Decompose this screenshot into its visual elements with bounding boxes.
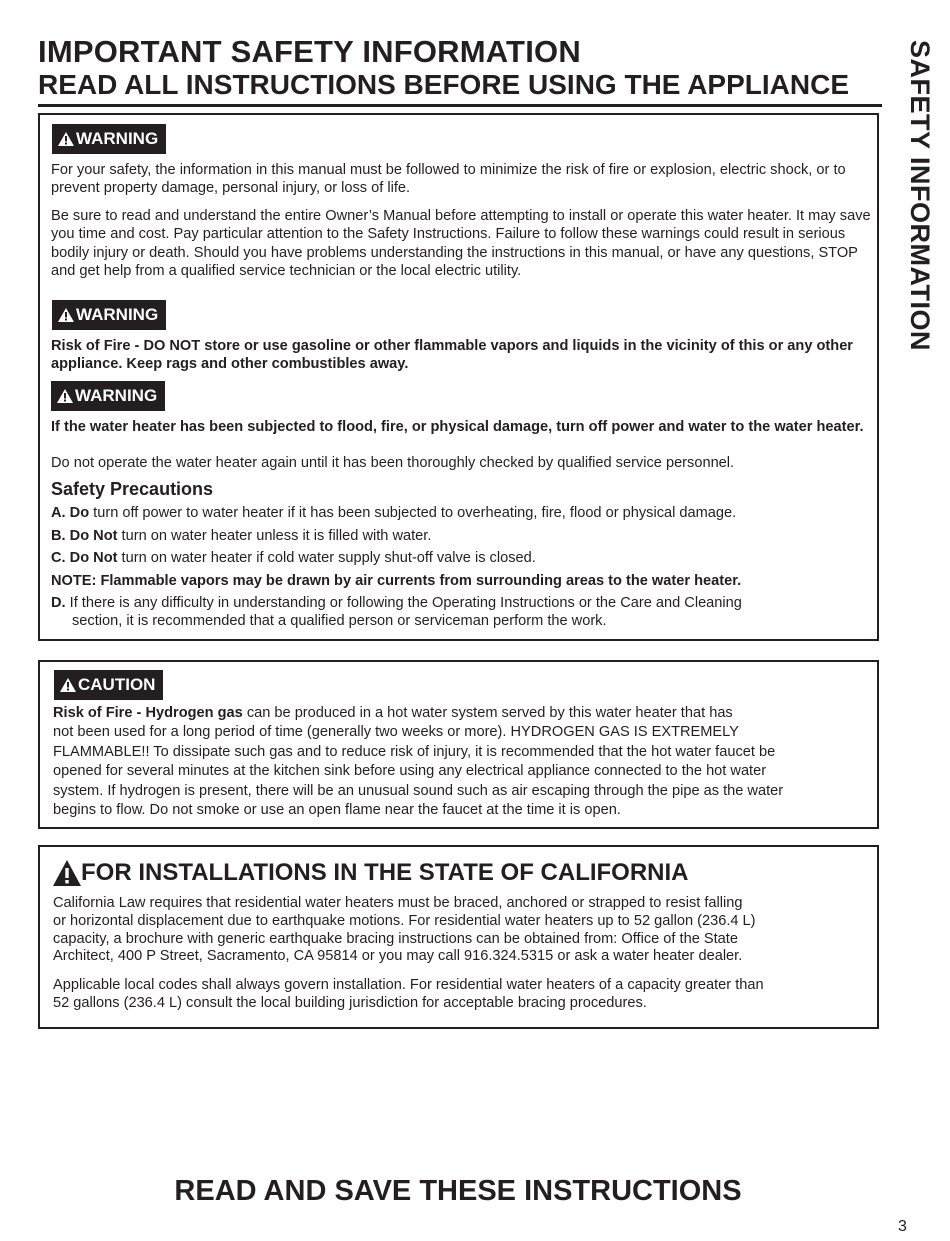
precaution-label: A. Do: [51, 505, 90, 521]
flammable-vapors-note: NOTE: Flammable vapors may be drawn by air currents from surrounding areas to the water heater.: [51, 573, 742, 589]
read-and-save-footer: READ AND SAVE THESE INSTRUCTIONS: [174, 1175, 742, 1207]
warning-triangle-icon: [60, 678, 76, 692]
page-subtitle: READ ALL INSTRUCTIONS BEFORE USING THE APPLIANCE: [38, 69, 850, 100]
owners-manual-paragraph: Be sure to read and understand the entire Owner’s Manual before attempting to install or operate this water heater. It may save you time and cost. Pay particular attention to the Safety Instructions. Failure to follow these warnings could result in serious bodily injury or death. Should you have problems understanding the instructions in this manual, or have any questions, STOP and get help from a qualified service technician or the local electric utility.: [51, 208, 871, 279]
hydrogen-gas-paragraph: [53, 704, 879, 820]
warning-triangle-icon: [53, 860, 81, 886]
california-text: Applicable local codes shall always govern installation. For residential water heaters of a capacity greater than: [53, 977, 764, 993]
flood-damage-paragraph: If the water heater has been subjected to flood, fire, or physical damage, turn off power and water to the water heater.: [51, 419, 864, 435]
caution-text: can be produced in a hot water system served by this water heater that has: [242, 705, 733, 721]
california-heading-text: FOR INSTALLATIONS IN THE STATE OF CALIFORNIA: [81, 859, 689, 886]
page-number: 3: [898, 1218, 907, 1235]
precaution-label: C. Do Not: [51, 550, 118, 566]
page-title: IMPORTANT SAFETY INFORMATION: [38, 34, 581, 69]
warning-badge-label: WARNING: [76, 129, 159, 148]
warning-badge: [51, 381, 165, 411]
california-law-paragraph: [53, 895, 879, 966]
caution-badge: [54, 670, 163, 700]
caution-text: FLAMMABLE!! To dissipate such gas and to reduce risk of injury, it is recommended that the hot water faucet be: [53, 743, 776, 760]
precaution-text: turn on water heater unless it is filled with water.: [117, 528, 432, 544]
precaution-item: [51, 527, 871, 545]
precaution-text-continued: section, it is recommended that a qualified person or serviceman perform the work.: [72, 613, 607, 630]
caution-text: not been used for a long period of time (generally two weeks or more). HYDROGEN GAS IS EXTREMELY: [53, 724, 739, 741]
california-text: Architect, 400 P Street, Sacramento, CA 95814 or you may call 916.324.5315 or ask a water heater dealer.: [53, 948, 743, 965]
precaution-item: [51, 504, 871, 522]
precaution-item: [51, 594, 871, 631]
precaution-label: D.: [51, 595, 66, 611]
title-divider: [38, 104, 882, 107]
california-text: 52 gallons (236.4 L) consult the local building jurisdiction for acceptable bracing procedures.: [53, 994, 647, 1011]
warning-triangle-icon: [57, 389, 73, 403]
precaution-text: turn off power to water heater if it has been subjected to overheating, fire, flood or physical damage.: [89, 505, 737, 521]
caution-text: opened for several minutes at the kitchen sink before using any electrical appliance connected to the hot water: [53, 763, 767, 780]
warning-triangle-icon: [58, 308, 74, 322]
warning-triangle-icon: [58, 132, 74, 146]
caution-text: begins to flow. Do not smoke or use an open flame near the faucet at the time it is open.: [53, 802, 621, 819]
safety-intro-paragraph: For your safety, the information in this manual must be followed to minimize the risk of fire or explosion, electric shock, or to prevent property damage, personal injury, or loss of life.: [51, 162, 846, 197]
california-text: California Law requires that residential water heaters must be braced, anchored or strapped to resist falling: [53, 895, 743, 911]
precaution-label: B. Do Not: [51, 528, 118, 544]
precaution-item: [51, 549, 871, 567]
precaution-text: turn on water heater if cold water supply shut-off valve is closed.: [117, 550, 536, 566]
warning-badge-label: WARNING: [76, 305, 159, 324]
safety-precautions-heading: Safety Precautions: [51, 479, 214, 499]
service-check-paragraph: Do not operate the water heater again until it has been thoroughly checked by qualified service personnel.: [51, 455, 735, 471]
warning-badge: [52, 124, 166, 154]
caution-badge-label: CAUTION: [78, 675, 156, 694]
caution-text: system. If hydrogen is present, there will be an unusual sound such as air escaping through the pipe as the water: [53, 782, 784, 799]
hydrogen-risk-label: Risk of Fire - Hydrogen gas: [53, 705, 243, 721]
local-codes-paragraph: [53, 977, 879, 1013]
warning-badge: [52, 300, 166, 330]
warning-badge-label: WARNING: [75, 386, 158, 405]
precaution-text: If there is any difficulty in understanding or following the Operating Instructions or the Care and Cleaning: [65, 595, 742, 611]
california-heading: [53, 858, 689, 888]
california-text: or horizontal displacement due to earthquake motions. For residential water heaters up to 52 gallon (236.4 L): [53, 912, 756, 929]
fire-risk-paragraph: Risk of Fire - DO NOT store or use gasoline or other flammable vapors and liquids in the vicinity of this or any other appliance. Keep rags and other combustibles away.: [51, 338, 853, 373]
side-section-title: SAFETY INFORMATION: [905, 40, 935, 351]
california-text: capacity, a brochure with generic earthquake bracing instructions can be obtained from: Office of the State: [53, 930, 738, 947]
